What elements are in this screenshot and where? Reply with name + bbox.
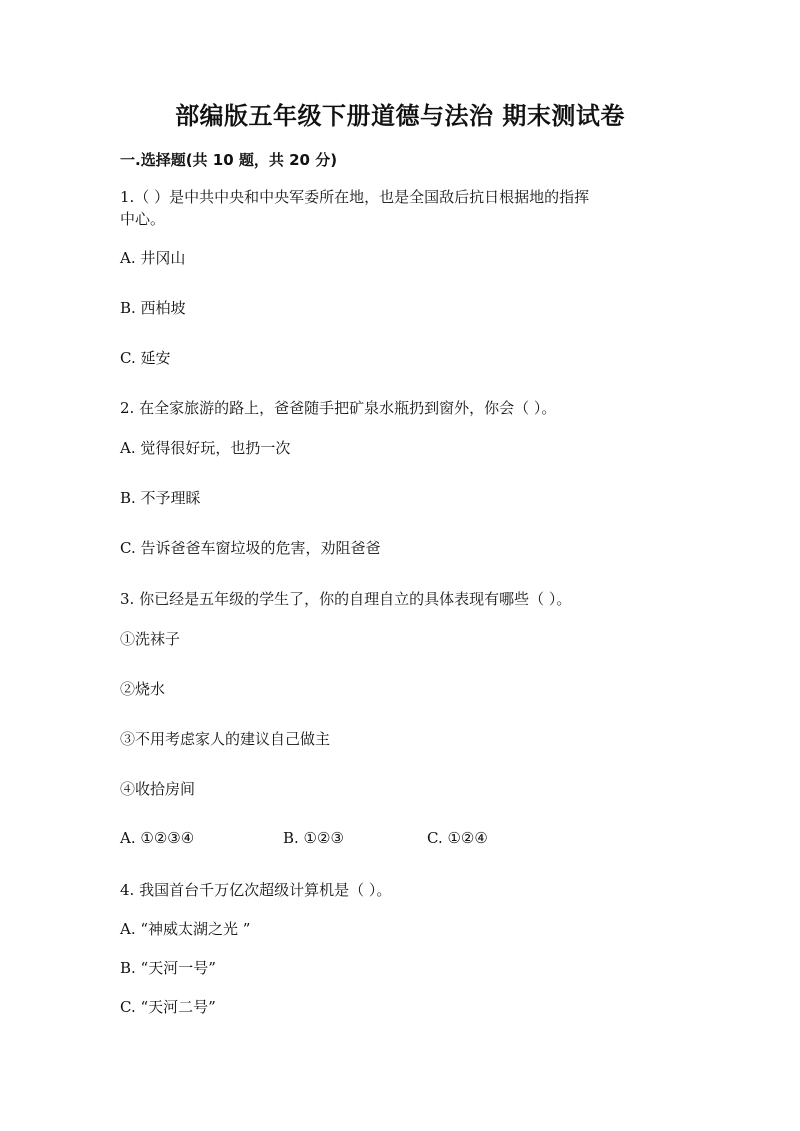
question-1-stem-line1: 1.（ ）是中共中央和中央军委所在地，也是全国敌后抗日根据地的指挥 <box>120 188 590 206</box>
question-3-stem: 3. 你已经是五年级的学生了，你的自理自立的具体表现有哪些（ ）。 <box>120 590 572 608</box>
question-3-item-2: ②烧水 <box>120 680 166 698</box>
question-3-item-4: ④收拾房间 <box>120 780 196 798</box>
question-1-option-b: B. 西柏坡 <box>120 299 186 317</box>
question-4-option-a: A. “神威太湖之光 ” <box>120 920 251 938</box>
question-2-option-c: C. 告诉爸爸车窗垃圾的危害，劝阻爸爸 <box>120 539 381 557</box>
question-2-stem: 2. 在全家旅游的路上，爸爸随手把矿泉水瓶扔到窗外，你会（ ）。 <box>120 399 557 417</box>
question-4-stem: 4. 我国首台千万亿次超级计算机是（ ）。 <box>120 881 392 899</box>
page-title: 部编版五年级下册道德与法治 期末测试卷 <box>175 102 625 130</box>
question-2-option-b: B. 不予理睬 <box>120 489 201 507</box>
question-1-stem-line2: 中心。 <box>120 210 166 228</box>
question-4-option-b: B. “天河一号” <box>120 959 216 977</box>
question-1-stem <box>120 186 690 230</box>
question-1-option-c: C. 延安 <box>120 349 171 367</box>
question-3-option-b: B. ①②③ <box>283 829 344 847</box>
question-3-option-c: C. ①②④ <box>427 829 488 847</box>
section-heading: 一.选择题(共 10 题，共 20 分) <box>120 151 338 169</box>
question-3-option-a: A. ①②③④ <box>120 829 195 847</box>
question-3-item-1: ①洗袜子 <box>120 630 181 648</box>
question-1-option-a: A. 井冈山 <box>120 249 186 267</box>
question-4-option-c: C. “天河二号” <box>120 998 216 1016</box>
question-2-option-a: A. 觉得很好玩，也扔一次 <box>120 439 291 457</box>
question-3-item-3: ③不用考虑家人的建议自己做主 <box>120 730 331 748</box>
